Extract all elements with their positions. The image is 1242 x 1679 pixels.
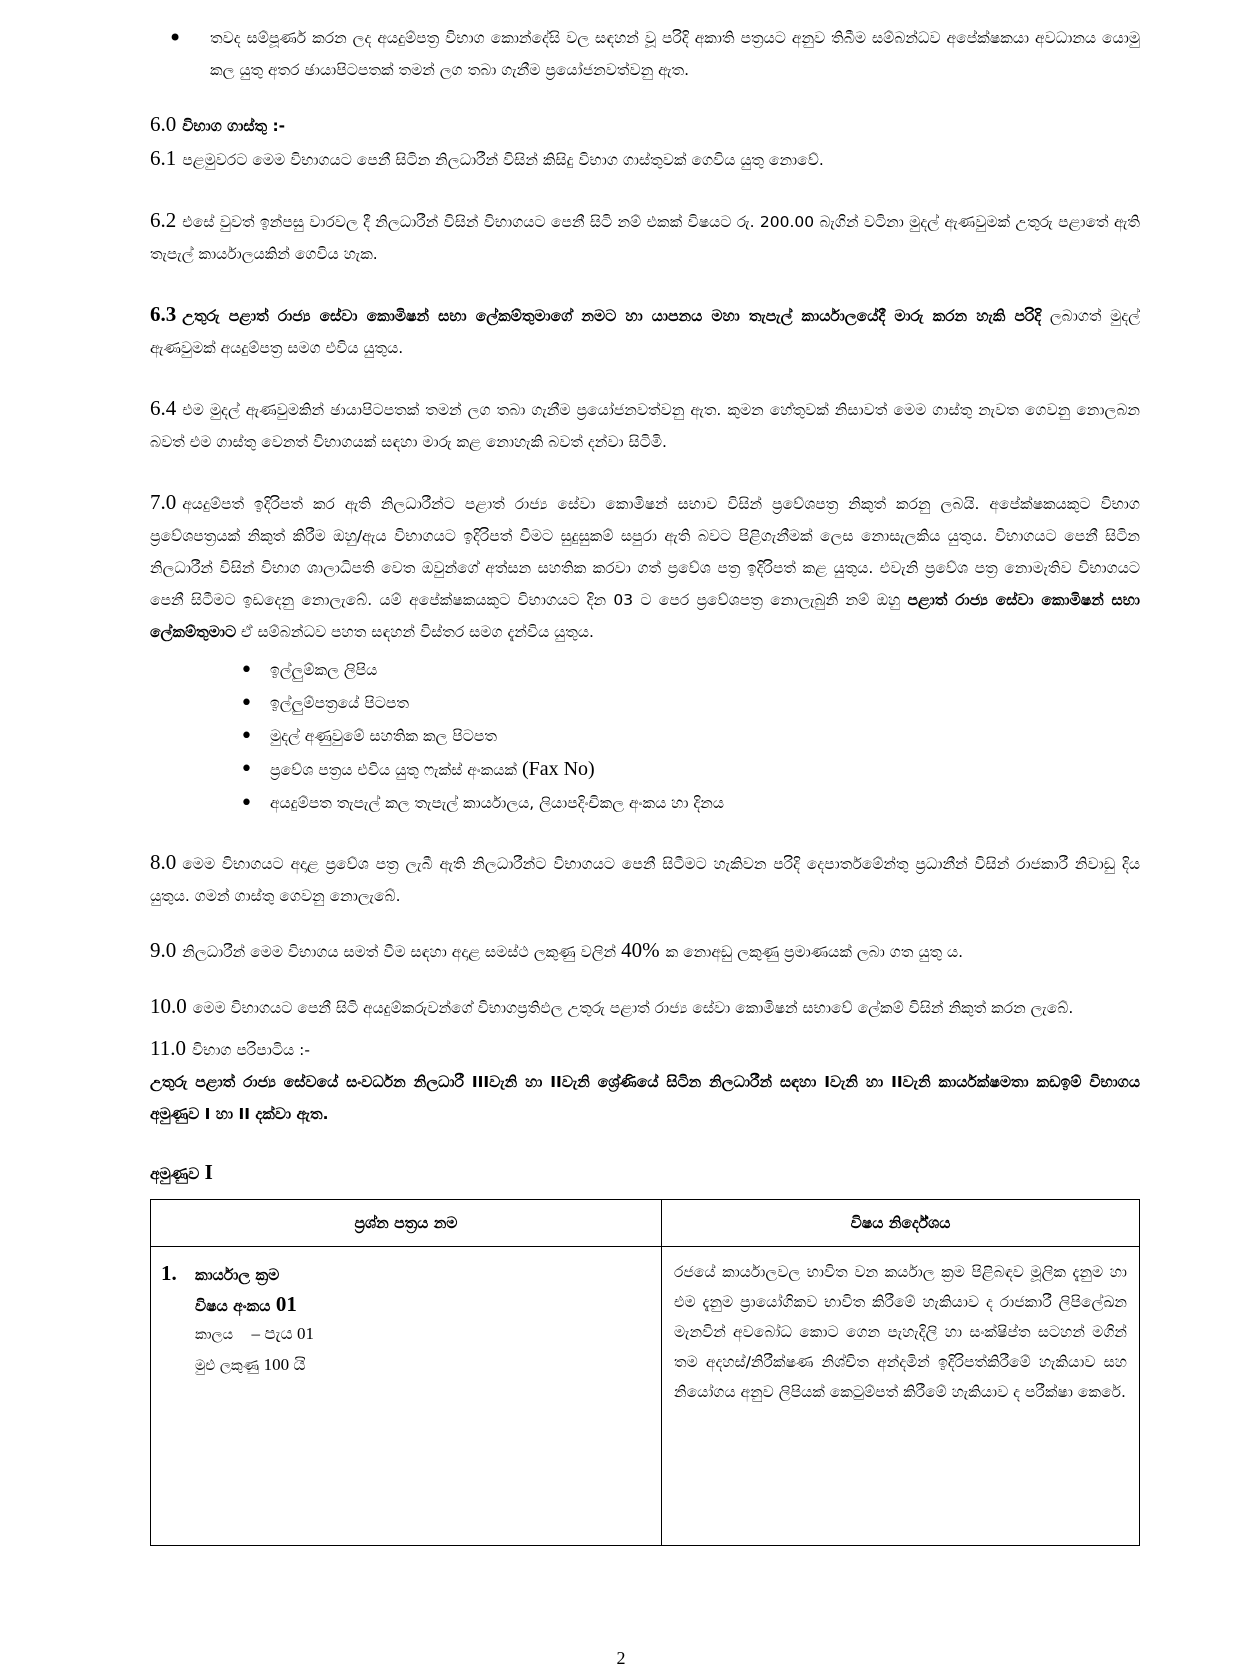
list-item-text: ප්‍රවේශ පත්‍රය එවිය යුතු ෆැක්ස් අංකයක් <box>270 761 517 779</box>
section-9 <box>150 934 1140 968</box>
paper-cell <box>151 1247 662 1546</box>
section-6-4 <box>150 392 1140 458</box>
list-item <box>240 753 1140 787</box>
paper-marks <box>195 1352 651 1379</box>
section-7 <box>150 486 1140 648</box>
page-number: 2 <box>616 1648 626 1668</box>
subject-code <box>195 1292 651 1317</box>
fax-note: (Fax No) <box>521 758 595 780</box>
section-6-1 <box>150 142 1140 176</box>
table-header-row <box>151 1200 1140 1247</box>
section-10 <box>150 990 1140 1024</box>
list-item: • මුදල් අණුවුමේ සහතික කල පිටපත <box>240 720 1140 753</box>
syllabus-table <box>150 1199 1140 1546</box>
paper-name: කාර්යාල ක්‍රම <box>195 1266 280 1284</box>
paper-number: 1. <box>161 1261 177 1285</box>
item-text: පළමුවරට මෙම විභාගයට පෙනී සිටින නිලධාරීන් විසින් කිසිදු විභාග ගාස්තුවක් ගෙවිය යුතු නොවේ. <box>182 151 824 169</box>
section-11-heading <box>150 1032 1140 1066</box>
section-number: 8.0 <box>150 850 177 874</box>
section-number: 11.0 <box>150 1036 186 1060</box>
item-text: එම මුදල් ඇණවුමකින් ඡායාපිටපතක් තමන් ලග තබා ගැනීම ප්‍රයෝජනවත්වනු ඇත. කුමන හේතුවක් නිසාවත් මෙම ගාස්තු නැවත ගෙවනු නොලබන බවත් එම ගාස්තු වෙනත් විභාගයක් සඳහා මාරු කළ නොහැකි බවත් දන්වා සිටිමි. <box>150 401 1140 451</box>
section-text: මෙම විභාගයට අදාළ ප්‍රවේශ පත්‍ර ලැබී ඇති නිලධාරීන්ට විභාගයට පෙනී සිටීමට හැකිවන පරිදි දෙපාර්තමේන්තු ප්‍රධානීන් විසින් රාජකාරී නිවාඩු දිය යුතුය. ගමන් ගාස්තු ගෙවනු නොලැබේ. <box>150 855 1140 905</box>
section-6-3 <box>150 298 1140 364</box>
section-6-2 <box>150 204 1140 270</box>
item-number: 6.2 <box>150 208 177 232</box>
section-number: 6.0 <box>150 112 177 136</box>
section-8 <box>150 846 1140 912</box>
list-item: • අයදුම්පත තැපැල් කල තැපැල් කාර්යාලය, ලියාපදිංචිකල අංකය හා දිනය <box>240 787 1140 820</box>
section-text-end: ඒ සම්බන්ධව පහත සඳහන් විස්තර සමග දැන්විය යුතුය. <box>241 623 594 641</box>
column-header-paper: ප්‍රශ්න පත්‍රය නම <box>151 1200 662 1247</box>
section-11-description: උතුරු පළාත් රාජ්‍ය සේවයේ සංවර්ධන නිලධාරී IIIවැනි හා IIවැනි ශ්‍රේණියේ සිටින නිලධාරීන් සඳහා Iවැනි හා IIවැනි කාර්යක්ෂමතා කඩඉම් විභාගය අමුණුව I හා II දක්වා ඇත. <box>150 1073 1140 1123</box>
required-details-list <box>150 654 1140 820</box>
annex-roman: I <box>204 1160 213 1184</box>
section-text: මෙම විභාගයට පෙනී සිටි අයදුම්කරුවන්ගේ විභාගප්‍රතිඵල උතුරු පළාත් රාජ්‍ය සේවා කොමිෂන් සභාවේ ලේකම් විසින් නිකුත් කරන ලැබේ. <box>192 999 1074 1017</box>
marks-value: 100 යි <box>263 1355 306 1374</box>
subject-code-label: විෂය අංකය <box>195 1297 271 1315</box>
item-number: 6.3 <box>150 302 177 326</box>
paper-duration <box>195 1321 651 1348</box>
duration-value: – පැය 01 <box>251 1324 314 1343</box>
annex-heading <box>150 1160 1140 1185</box>
intro-bullet: • තවද සම්පූර්ණ කරන ලද අයදුම්පත්‍ර විභාග කොන්දේසි වල සඳහන් වූ පරිදි අකාති පත්‍රයට අනුව තිබීම සම්බන්ධව අපේක්ෂකයා අවධානය යොමු කල යුතු අතර ඡායාපිටපතක් තමන් ලග තබා ගැනීම ප්‍රයෝජනවත්වනු ඇත. <box>150 22 1140 86</box>
section-title: විභාග පරිපාටිය :- <box>191 1041 310 1059</box>
section-text: අයදුම්පත් ඉදිරිපත් කර ඇති නිලධාරීන්ට පළාත් රාජ්‍ය සේවා කොමිෂන් සභාව විසින් ප්‍රවේශපත්‍ර නිකුත් කරනු ලබයි. අපේක්ෂකයකුට විභාග ප්‍රවේශපත්‍රයක් නිකුත් කිරීම ඔහු/ඇය විභාගයට ඉදිරිපත් වීමට සුදුසුකම් සපුරා ඇති බවට පිළිගැනීමක් ලෙස නොසැලකිය යුතුය. විභාගයට පෙනී සිටින නිලධාරීන් විසින් විභාග ශාලාධිපති වෙත ඔවුන්ගේ අත්සන සහතික කරවා ගත් ප්‍රවේශ පත්‍ර ඉදිරිපත් කළ යුතුය. එවැනි ප්‍රවේශ පත්‍ර නොමැතිව විභාගයට පෙනී සිටීමට ඉඩදෙනු නොලැබේ. යම් අපේක්ෂකයකුට විභාගයට දින 03 ට පෙර ප්‍රවේශපත්‍ර නොලැබුනි නම් ඔහු <box>150 495 1140 609</box>
marks-label: මුළු ලකුණු <box>195 1358 259 1374</box>
section-bold-text: පළාත් රාජ්‍ය සේවා කොමිෂන් සභා ලේකම්තුමාට <box>150 591 1140 641</box>
section-6-heading <box>150 108 1140 142</box>
duration-label: කාලය <box>195 1327 234 1343</box>
item-number: 6.1 <box>150 146 177 170</box>
list-item: • ඉල්ලුම්පත්‍රයේ පිටපත <box>240 687 1140 720</box>
section-text: නිලධාරීන් මෙම විභාගය සමත් වීම සඳහා අදාළ සමස්ථ ලකුණු වලින් <box>182 943 617 961</box>
item-text: ලබාගත් මුදල් ඇණවුමක් අයදුම්පත්‍ර සමග එවිය යුතුය. <box>150 307 1141 357</box>
section-title: විභාග ගාස්තු :- <box>182 117 286 135</box>
pass-percentage: 40% <box>621 938 660 962</box>
section-number: 7.0 <box>150 490 177 514</box>
list-item: • ඉල්ලුම්කල ලිපිය <box>240 654 1140 687</box>
paper-heading <box>161 1261 651 1286</box>
table-row <box>151 1247 1140 1546</box>
section-number: 9.0 <box>150 938 177 962</box>
document-page <box>150 22 1140 1546</box>
syllabus-cell: රජයේ කාර්යාලවල භාවිත වන කර්යාල ක්‍රම පිළිබඳව මූලික දැනුම හා එම දැනුම ප්‍රායෝගිකව භාවිත කිරීමේ හැකියාව ද රාජකාරී ලිපිලේඛන මැනවින් අවබෝධ කොට ගෙන පැහැදිලි හා සංක්ෂිප්ත සටහන් මගින් තම අදහස්/නිරීක්ෂණ නිශ්චිත අන්දමින් ඉදිරිපත්කිරීමේ හැකියාව සහ නියෝගය අනුව ලිපියක් කෙටුම්පත් කිරීමේ හැකියාව ද පරීක්ෂා කෙරේ. <box>662 1247 1140 1546</box>
item-number: 6.4 <box>150 396 177 420</box>
section-number: 10.0 <box>150 994 187 1018</box>
section-text-end: ක නොඅඩු ලකුණු ප්‍රමාණයක් ලබා ගත යුතු ය. <box>665 943 964 961</box>
column-header-syllabus: විෂය නිර්දේශය <box>662 1200 1140 1247</box>
item-bold-text: උතුරු පළාත් රාජ්‍ය සේවා කොමිෂන් සභා ලේකම්තුමාගේ නමට හා යාපනය මහා තැපැල් කාර්යාලයේදී මාරු කරන හැකි පරිදි <box>182 307 1042 325</box>
subject-code-value: 01 <box>275 1292 297 1316</box>
item-text: එසේ වුවත් ඉන්පසු වාරවල දී නිලධාරීන් විසින් විභාගයට පෙනී සිටි නම් එකක් විෂයට රු. 200.00 බැගින් වටිනා මුදල් ඇණවුමක් උතුරු පළාතේ ඇති තැපැල් කාර්යාලයකින් ගෙවිය හැක. <box>150 213 1140 263</box>
annex-label: අමුණුව <box>150 1165 200 1183</box>
